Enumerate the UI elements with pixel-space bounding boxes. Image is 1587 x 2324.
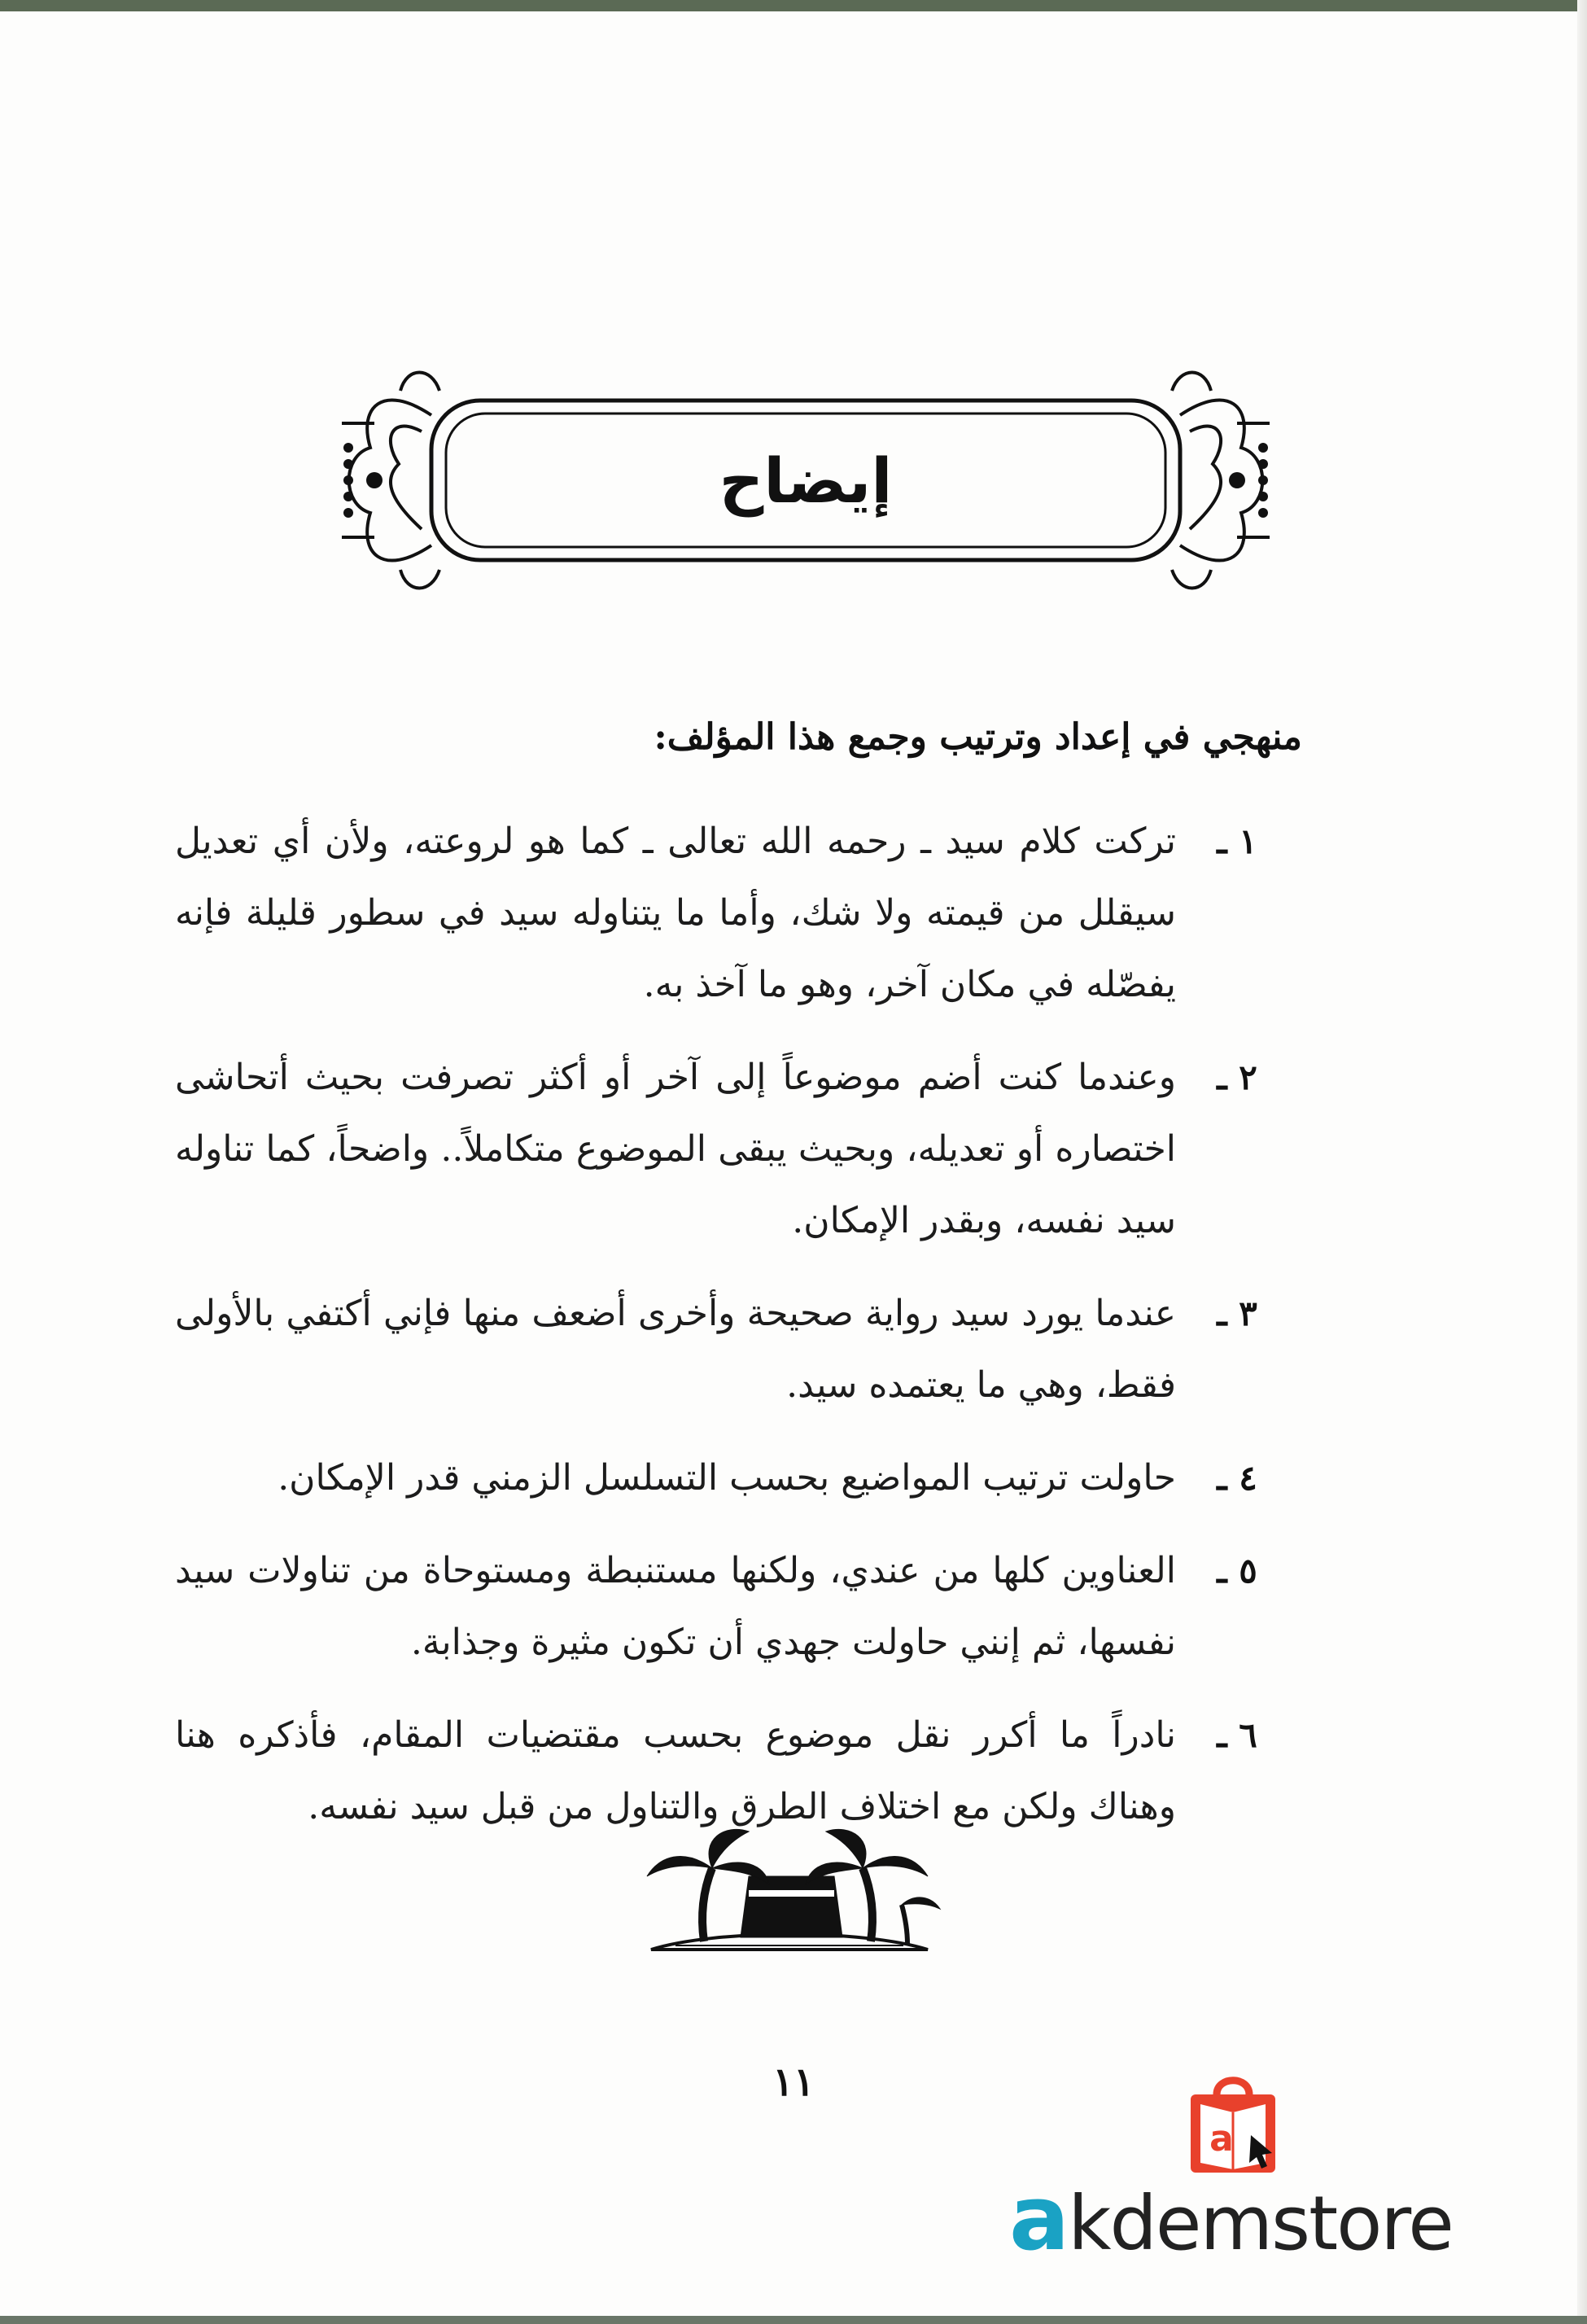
scan-bottom-border	[0, 2316, 1587, 2324]
bookstore-wordmark	[1009, 2166, 1465, 2270]
section-intro: منهجي في إعداد وترتيب وجمع هذا المؤلف:	[654, 716, 1302, 758]
page-edge	[1577, 0, 1587, 2324]
scan-top-border	[0, 0, 1587, 11]
item-text: تركت كلام سيد ـ رحمه الله تعالى ـ كما هو لروعته، ولأن أي تعديل سيقلل من قيمته ولا شك، وأما ما يتناوله سيد في سطور قليلة فإنه يفصّله في مكان آخر، وهو ما آخذ به.	[175, 821, 1176, 1005]
item-text: وعندما كنت أضم موضوعاً إلى آخر أو أكثر تصرفت بحيث أتحاشى اختصاره أو تعديله، وبحيث يبقى الموضوع متكاملاً.. واضحاً، كما تناوله سيد نفسه، وبقدر الإمكان.	[175, 1057, 1176, 1241]
wordmark-initial: a	[1009, 2166, 1069, 2270]
title-ornament-frame	[326, 358, 1286, 602]
item-text: حاولت ترتيب المواضيع بحسب التسلسل الزمني قدر الإمكان.	[278, 1457, 1176, 1499]
wordmark-rest: kdemstore	[1068, 2180, 1453, 2267]
list-item	[175, 1442, 1298, 1514]
item-text: العناوين كلها من عندي، ولكنها مستنبطة ومستوحاة من تناولات سيد نفسها، ثم إنني حاولت جهدي أن تكون مثيرة وجذابة.	[175, 1550, 1177, 1663]
list-item	[175, 1042, 1298, 1257]
item-number: ١ ـ	[1217, 821, 1257, 861]
item-number: ٣ ـ	[1217, 1293, 1257, 1333]
item-number: ٦ ـ	[1217, 1715, 1257, 1755]
list-item	[175, 1278, 1298, 1421]
item-text: عندما يورد سيد رواية صحيحة وأخرى أضعف منها فإني أكتفي بالأولى فقط، وهي ما يعتمده سيد.	[175, 1293, 1176, 1406]
item-number: ٥ ـ	[1217, 1551, 1257, 1591]
page-title: إيضاح	[719, 444, 893, 517]
method-list	[175, 806, 1298, 1864]
item-number: ٢ ـ	[1217, 1057, 1257, 1097]
item-text: نادراً ما أكرر نقل موضوع بحسب مقتضيات المقام، فأذكره هنا وهناك ولكن مع اختلاف الطرق والتناول من قبل سيد نفسه.	[175, 1714, 1176, 1827]
kaaba-palms-vignette-icon	[627, 1799, 952, 1962]
logo-letter: a	[1209, 2118, 1234, 2160]
item-number: ٤ ـ	[1217, 1458, 1257, 1498]
list-item	[175, 1535, 1298, 1678]
page-number: ١١	[772, 2059, 815, 2105]
list-item	[175, 806, 1298, 1021]
bookstore-logo-icon	[1184, 2072, 1282, 2177]
